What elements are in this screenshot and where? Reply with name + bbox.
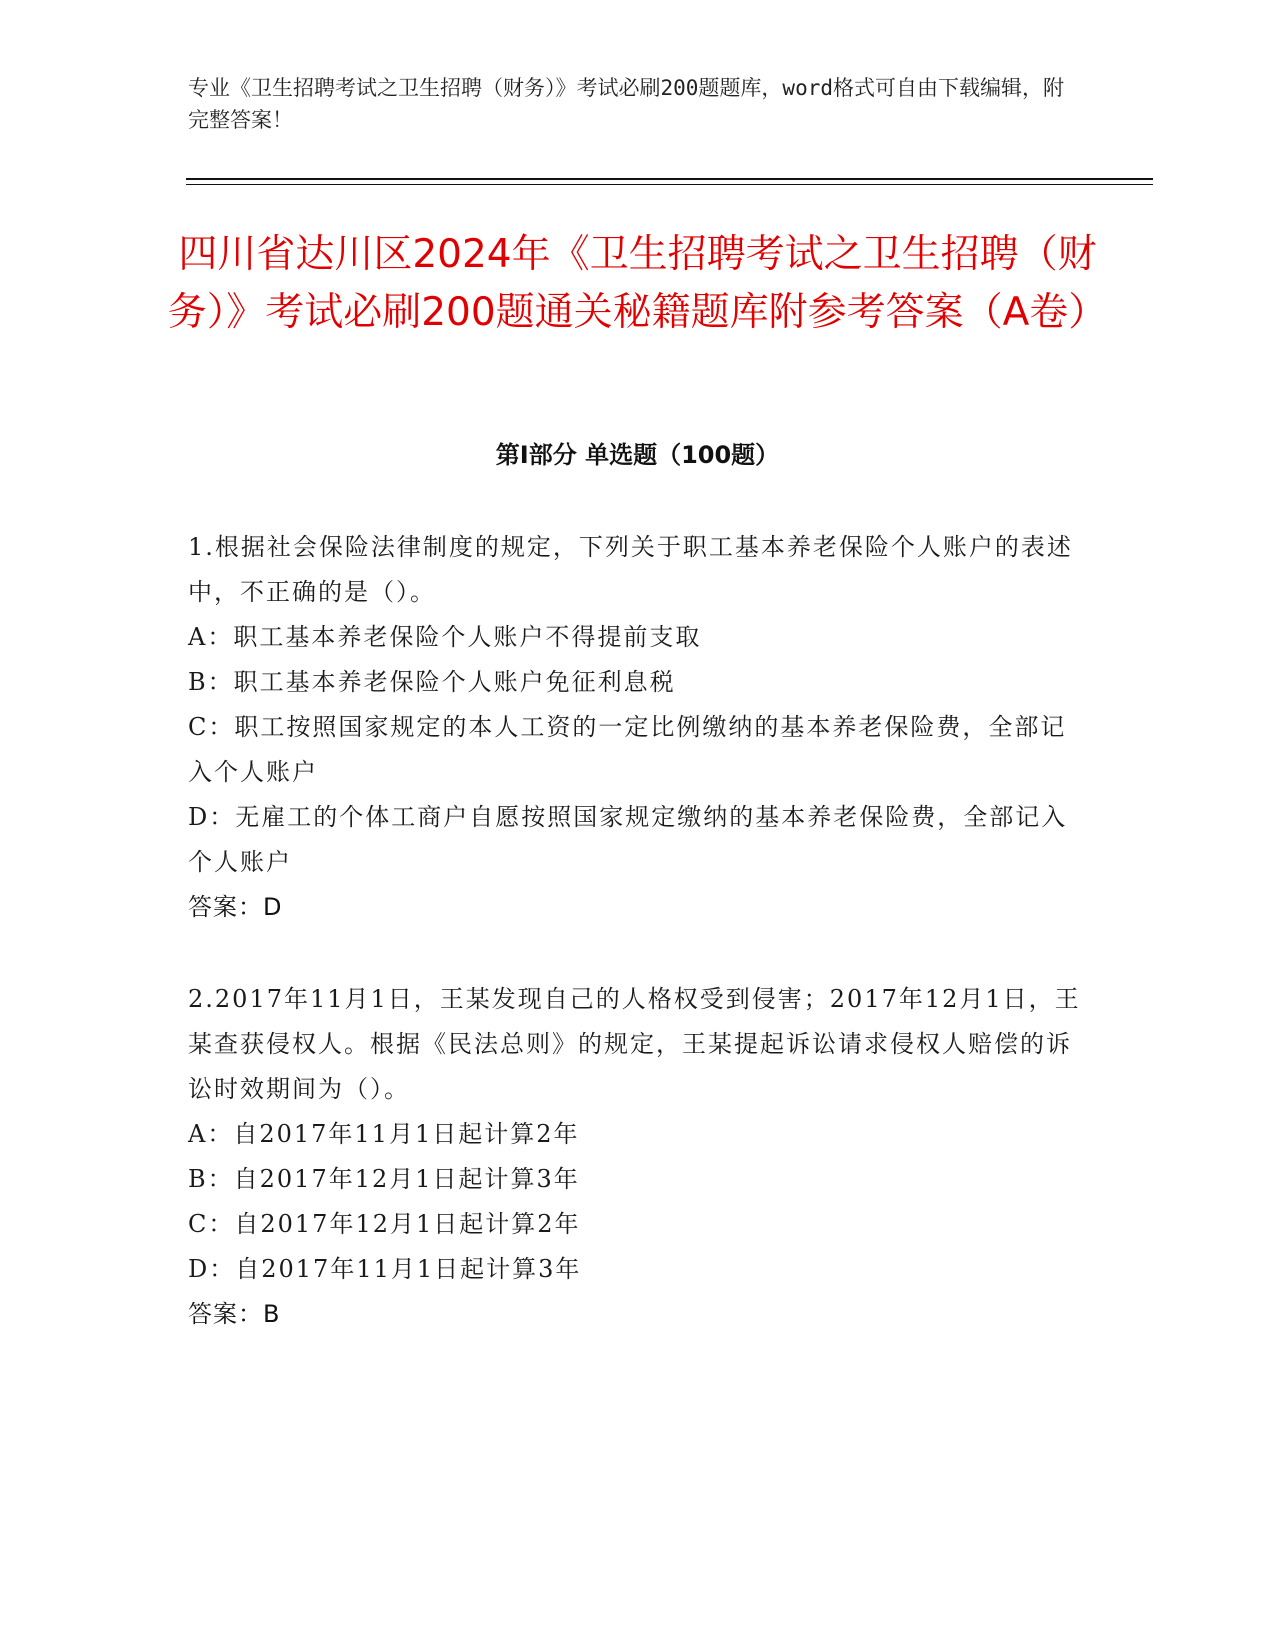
option-b: B：职工基本养老保险个人账户免征利息税 [188, 668, 676, 696]
option-d: D：自2017年11月1日起计算3年 [188, 1255, 582, 1283]
question-2 [188, 977, 1088, 1337]
answer: 答案：D [188, 893, 283, 921]
option-a: A：自2017年11月1日起计算2年 [188, 1120, 580, 1148]
document-title: 四川省达川区2024年《卫生招聘考试之卫生招聘（财务）》考试必刷200题通关秘籍题库附参考答案（A卷） [167, 232, 1108, 335]
answer: 答案：B [188, 1300, 281, 1328]
section-heading: 第I部分 单选题（100题） [495, 441, 780, 469]
option-c: C：职工按照国家规定的本人工资的一定比例缴纳的基本养老保险费，全部记入个人账户 [188, 713, 1067, 786]
header-divider-thick [186, 178, 1153, 180]
option-a: A：职工基本养老保险个人账户不得提前支取 [188, 623, 702, 651]
option-d: D：无雇工的个体工商户自愿按照国家规定缴纳的基本养老保险费，全部记入个人账户 [188, 803, 1068, 876]
question-stem: 2.2017年11月1日，王某发现自己的人格权受到侵害；2017年12月1日，王某查获侵权人。根据《民法总则》的规定，王某提起诉讼请求侵权人赔偿的诉讼时效期间为（）。 [188, 985, 1081, 1103]
header-note: 专业《卫生招聘考试之卫生招聘（财务）》考试必刷200题题库，word格式可自由下载编辑，附完整答案！ [188, 76, 1064, 132]
header-divider-thin [186, 184, 1153, 185]
question-1 [188, 525, 1088, 930]
option-c: C：自2017年12月1日起计算2年 [188, 1210, 581, 1238]
question-stem: 1.根据社会保险法律制度的规定，下列关于职工基本养老保险个人账户的表述中，不正确的是（）。 [188, 533, 1073, 606]
option-b: B：自2017年12月1日起计算3年 [188, 1165, 580, 1193]
